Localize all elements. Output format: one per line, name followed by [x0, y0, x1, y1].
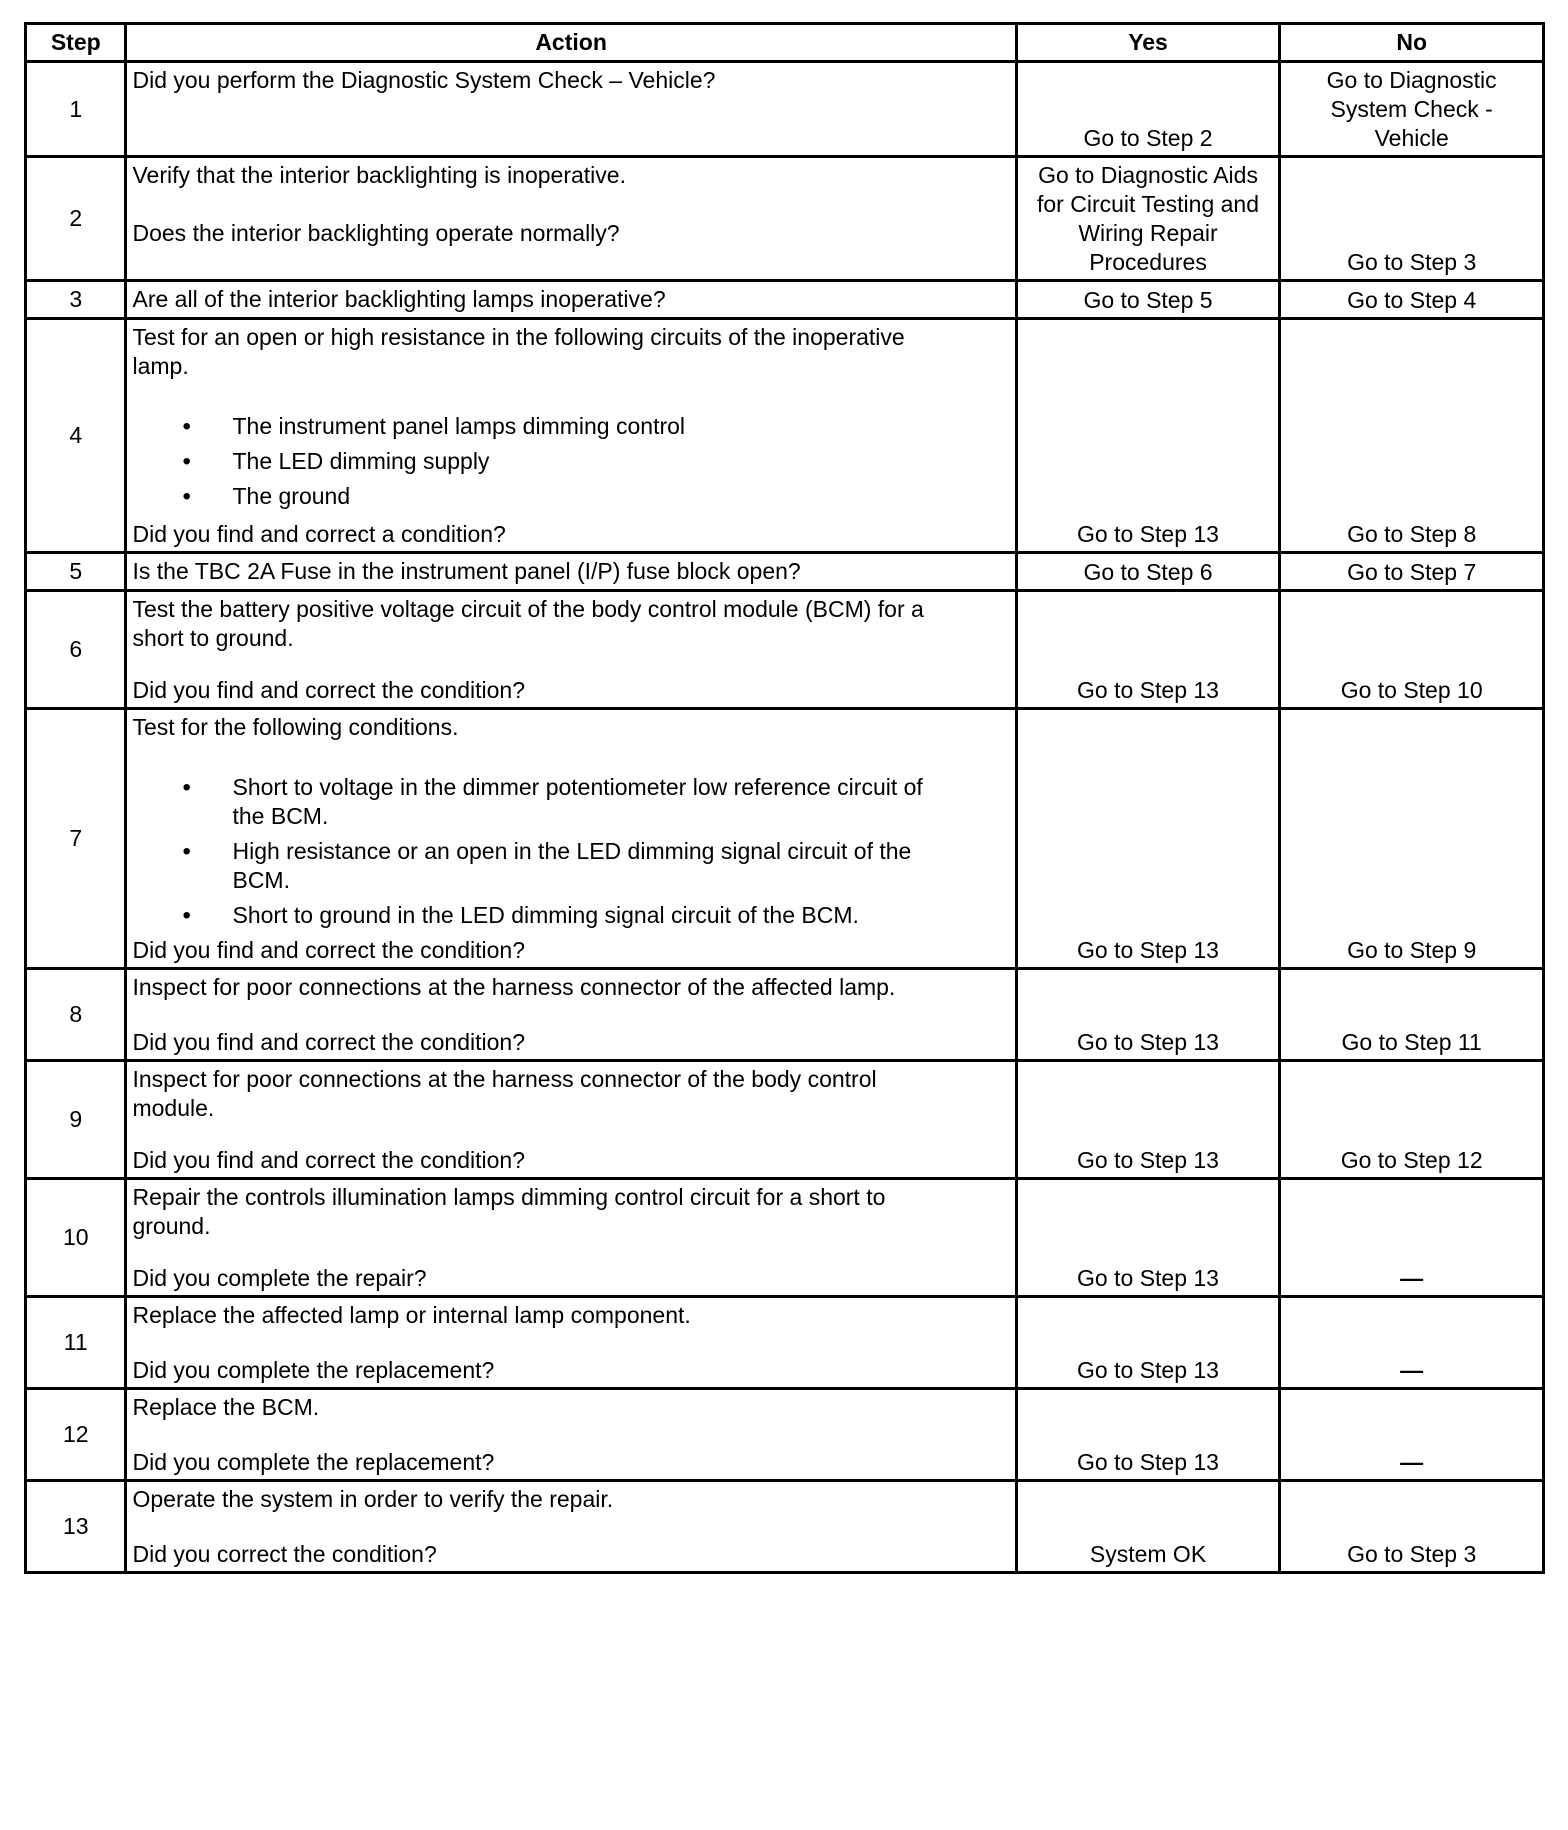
yes-result — [1016, 62, 1280, 157]
no-result — [1280, 553, 1544, 591]
bullet-item — [132, 773, 1008, 831]
action-cell — [126, 709, 1016, 969]
action-cell — [126, 969, 1016, 1061]
yes-result — [1016, 969, 1280, 1061]
step-number: 3 — [26, 281, 126, 319]
yes-result-text: Go to Step 6 — [1083, 559, 1213, 585]
no-result — [1280, 1389, 1544, 1481]
table-row — [26, 319, 1544, 553]
action-line: Inspect for poor connections at the harness connector of the affected lamp. — [132, 974, 896, 1000]
action-question: Did you find and correct a condition? — [132, 521, 506, 547]
action-question: Did you find and correct the condition? — [132, 1147, 526, 1173]
action-cell — [126, 281, 1016, 319]
yes-result-text: Go to Step 13 — [1077, 521, 1219, 547]
table-row — [26, 1061, 1544, 1179]
step-number: 6 — [26, 591, 126, 709]
no-result — [1280, 1179, 1544, 1297]
action-question: Did you complete the repair? — [132, 1265, 427, 1291]
action-question: Did you complete the replacement? — [132, 1449, 495, 1475]
action-question: Did you find and correct the condition? — [132, 937, 526, 963]
bullet-item: • The ground — [132, 482, 1008, 511]
no-result-text: Go to Step 4 — [1347, 287, 1477, 313]
step-number: 4 — [26, 319, 126, 553]
no-result-text: — — [1400, 1357, 1424, 1383]
yes-result-text: Go to Step 13 — [1077, 1029, 1219, 1055]
action-line: Test for the following conditions. — [132, 714, 459, 740]
action-line: Is the TBC 2A Fuse in the instrument panel (I/P) fuse block open? — [132, 558, 801, 584]
bullet-line: the BCM. — [232, 803, 329, 829]
no-result — [1280, 319, 1544, 553]
no-result-text: — — [1400, 1449, 1424, 1475]
yes-result — [1016, 1481, 1280, 1573]
no-result — [1280, 1061, 1544, 1179]
no-result — [1280, 1481, 1544, 1573]
bullet-list — [132, 412, 1008, 511]
no-result — [1280, 969, 1544, 1061]
step-number: 12 — [26, 1389, 126, 1481]
no-result-text: Go to Step 12 — [1340, 1147, 1483, 1173]
spacer — [132, 190, 1008, 219]
header-action: Action — [126, 24, 1016, 62]
yes-result-line: Go to Diagnostic Aids — [1038, 162, 1258, 188]
action-cell — [126, 1481, 1016, 1573]
bullet-item — [132, 901, 1008, 930]
action-line: Are all of the interior backlighting lamps inoperative? — [132, 286, 666, 312]
yes-result — [1016, 1297, 1280, 1389]
bullet-line: • Short to voltage in the dimmer potentiometer low reference circuit of — [232, 774, 923, 800]
diagnostic-table — [24, 22, 1545, 1574]
bullet-item: • The instrument panel lamps dimming control — [132, 412, 1008, 441]
action-question: Did you correct the condition? — [132, 1541, 437, 1567]
yes-result-line: Wiring Repair — [1078, 220, 1218, 246]
no-result — [1280, 157, 1544, 281]
yes-result — [1016, 709, 1280, 969]
no-result-line: Go to Diagnostic — [1326, 67, 1497, 93]
step-number: 13 — [26, 1481, 126, 1573]
action-line: Does the interior backlighting operate normally? — [132, 220, 620, 246]
action-line: module. — [132, 1095, 215, 1121]
yes-result — [1016, 1179, 1280, 1297]
spacer — [132, 742, 1008, 773]
bullet-item: • The LED dimming supply — [132, 447, 1008, 476]
yes-result-text: System OK — [1089, 1541, 1207, 1567]
action-cell — [126, 1179, 1016, 1297]
step-number: 9 — [26, 1061, 126, 1179]
yes-result — [1016, 319, 1280, 553]
action-cell — [126, 62, 1016, 157]
table-row — [26, 281, 1544, 319]
action-cell — [126, 1389, 1016, 1481]
spacer — [132, 381, 1008, 412]
no-result-text: Go to Step 9 — [1347, 937, 1477, 963]
yes-result-text: Go to Step 13 — [1077, 1449, 1219, 1475]
table-row — [26, 1481, 1544, 1573]
action-line: Replace the affected lamp or internal lamp component. — [132, 1302, 691, 1328]
table-row — [26, 157, 1544, 281]
action-line: Repair the controls illumination lamps dimming control circuit for a short to — [132, 1184, 886, 1210]
action-line: Test the battery positive voltage circuit of the body control module (BCM) for a — [132, 596, 924, 622]
diagnostic-steps-table — [24, 22, 1545, 1574]
no-result-text: Go to Step 11 — [1341, 1029, 1482, 1055]
action-line: Verify that the interior backlighting is inoperative. — [132, 162, 626, 188]
yes-result — [1016, 553, 1280, 591]
no-result — [1280, 709, 1544, 969]
yes-result — [1016, 281, 1280, 319]
no-result-line: System Check - — [1330, 96, 1493, 122]
table-row — [26, 62, 1544, 157]
action-line: Replace the BCM. — [132, 1394, 320, 1420]
no-result — [1280, 591, 1544, 709]
bullet-item — [132, 837, 1008, 895]
action-cell — [126, 1061, 1016, 1179]
yes-result-text: Go to Step 13 — [1077, 1265, 1219, 1291]
no-result-text: Go to Step 3 — [1347, 249, 1477, 275]
header-step: Step — [26, 24, 126, 62]
action-cell — [126, 591, 1016, 709]
step-number: 10 — [26, 1179, 126, 1297]
step-number: 7 — [26, 709, 126, 969]
no-result-text: Go to Step 3 — [1347, 1541, 1477, 1567]
no-result — [1280, 1297, 1544, 1389]
action-cell — [126, 319, 1016, 553]
action-line: ground. — [132, 1213, 211, 1239]
step-number: 5 — [26, 553, 126, 591]
action-line: Inspect for poor connections at the harness connector of the body control — [132, 1066, 877, 1092]
table-row — [26, 591, 1544, 709]
yes-result — [1016, 1061, 1280, 1179]
yes-result-line: for Circuit Testing and — [1037, 191, 1260, 217]
bullet-line: • High resistance or an open in the LED dimming signal circuit of the — [232, 838, 912, 864]
table-row — [26, 553, 1544, 591]
yes-result — [1016, 157, 1280, 281]
yes-result — [1016, 591, 1280, 709]
action-line: lamp. — [132, 353, 189, 379]
step-number: 11 — [26, 1297, 126, 1389]
action-line: Did you perform the Diagnostic System Check – Vehicle? — [132, 67, 716, 93]
table-row — [26, 1179, 1544, 1297]
yes-result — [1016, 1389, 1280, 1481]
bullet-list — [132, 773, 1008, 930]
step-number: 2 — [26, 157, 126, 281]
yes-result-text: Go to Step 13 — [1077, 677, 1219, 703]
header-no: No — [1280, 24, 1544, 62]
action-line: Test for an open or high resistance in the following circuits of the inoperative — [132, 324, 905, 350]
action-question: Did you find and correct the condition? — [132, 1029, 526, 1055]
action-cell — [126, 553, 1016, 591]
action-line: short to ground. — [132, 625, 294, 651]
table-row — [26, 969, 1544, 1061]
action-line: Operate the system in order to verify the repair. — [132, 1486, 614, 1512]
yes-result-text: Go to Step 13 — [1077, 1357, 1219, 1383]
yes-result-text: Go to Step 13 — [1077, 937, 1219, 963]
action-question: Did you find and correct the condition? — [132, 677, 526, 703]
no-result-text: Go to Step 10 — [1340, 677, 1483, 703]
table-header-row — [26, 24, 1544, 62]
table-row — [26, 1389, 1544, 1481]
no-result-line: Vehicle — [1374, 125, 1449, 151]
yes-result-text: Go to Step 5 — [1083, 287, 1213, 313]
action-cell — [126, 157, 1016, 281]
yes-result-text: Go to Step 13 — [1077, 1147, 1219, 1173]
no-result — [1280, 281, 1544, 319]
no-result — [1280, 62, 1544, 157]
table-row — [26, 709, 1544, 969]
step-number: 1 — [26, 62, 126, 157]
action-cell — [126, 1297, 1016, 1389]
action-question: Did you complete the replacement? — [132, 1357, 495, 1383]
no-result-text: — — [1400, 1265, 1424, 1291]
no-result-text: Go to Step 7 — [1347, 559, 1477, 585]
table-row — [26, 1297, 1544, 1389]
step-number: 8 — [26, 969, 126, 1061]
header-yes: Yes — [1016, 24, 1280, 62]
no-result-text: Go to Step 8 — [1347, 521, 1477, 547]
bullet-line: BCM. — [232, 867, 290, 893]
yes-result-line: Procedures — [1089, 249, 1207, 275]
yes-result-text: Go to Step 2 — [1083, 125, 1213, 151]
bullet-line: • Short to ground in the LED dimming signal circuit of the BCM. — [232, 902, 859, 928]
